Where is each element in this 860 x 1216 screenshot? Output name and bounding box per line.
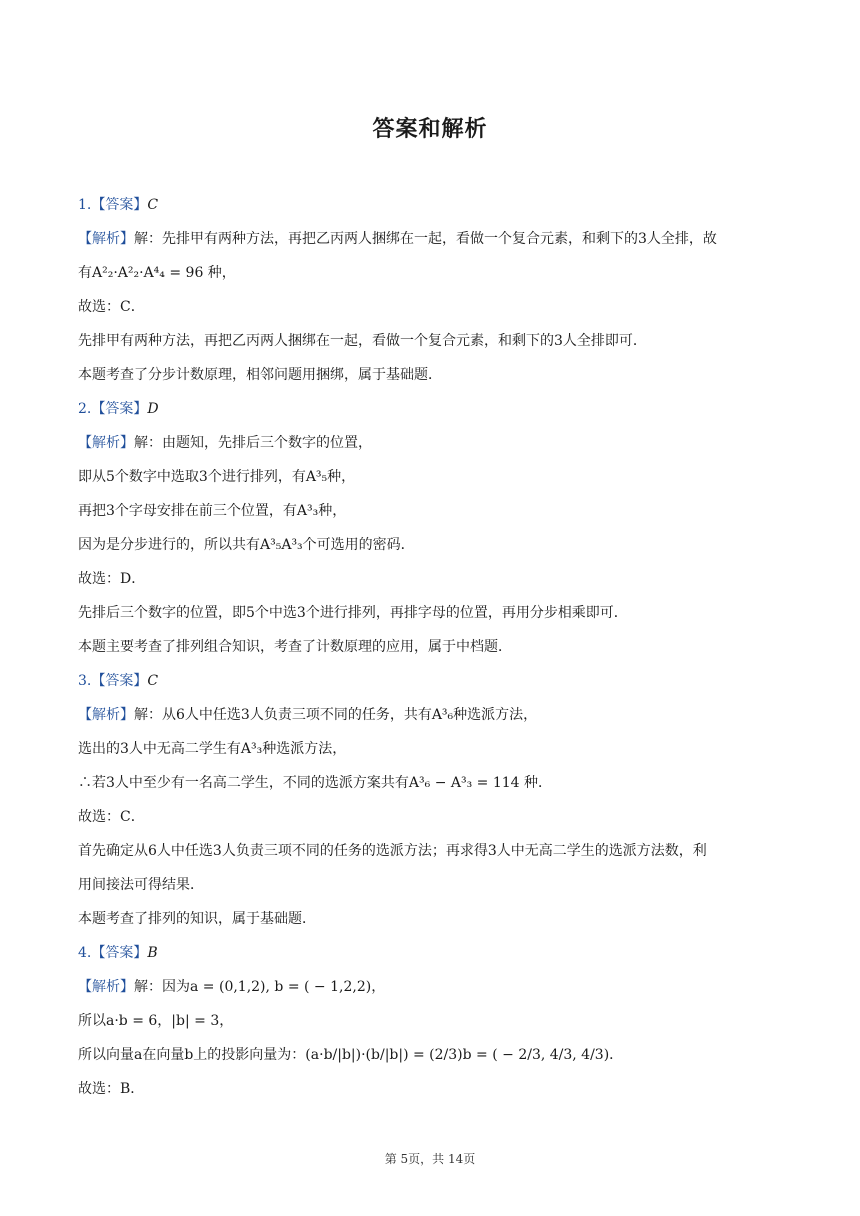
- analysis-text: 有A²₂·A²₂·A⁴₄ = 96 种，: [78, 265, 236, 281]
- analysis-text: 用间接法可得结果．: [78, 877, 204, 893]
- q1-analysis-line-5: [78, 358, 782, 392]
- analysis-text: 解：先排甲有两种方法，再把乙丙两人捆绑在一起，看做一个复合元素，和剩下的3人全排，故: [134, 231, 717, 247]
- q2-analysis-line-5: [78, 562, 782, 596]
- q1-answer-line: [78, 188, 782, 222]
- analysis-text: 解：由题知，先排后三个数字的位置，: [134, 435, 372, 451]
- answer-tag: 【答案】: [91, 197, 148, 213]
- analysis-text: 所以a·b = 6，|b| = 3，: [78, 1013, 234, 1029]
- analysis-text: 本题主要考查了排列组合知识，考查了计数原理的应用，属于中档题．: [78, 639, 512, 655]
- q1-analysis-line-2: [78, 256, 782, 290]
- analysis-text: 首先确定从6人中任选3人负责三项不同的任务的选派方法；再求得3人中无高二学生的选派方法数，利: [78, 843, 707, 859]
- analysis-text: 先排后三个数字的位置，即5个中选3个进行排列，再排字母的位置，再用分步相乘即可．: [78, 605, 628, 621]
- q1-analysis-line-4: [78, 324, 782, 358]
- q2-analysis-line-6: [78, 596, 782, 630]
- question-number: 1.: [78, 197, 92, 213]
- q2-answer-line: [78, 392, 782, 426]
- answers-content: [78, 188, 782, 1106]
- analysis-text: 再把3个字母安排在前三个位置，有A³₃种，: [78, 503, 347, 519]
- answer-value: C: [147, 673, 159, 689]
- answer-value: D: [147, 401, 159, 417]
- q3-analysis-line-1: [78, 698, 782, 732]
- page-title: 答案和解析: [372, 117, 488, 142]
- q3-analysis-line-6: [78, 868, 782, 902]
- page-footer: 第 5页，共 14页: [384, 1152, 476, 1166]
- q4-analysis-line-2: [78, 1004, 782, 1038]
- q3-analysis-line-2: [78, 732, 782, 766]
- analysis-text: 解：因为a = (0,1,2), b = ( − 1,2,2)，: [134, 979, 386, 995]
- analysis-tag: 【解析】: [78, 231, 134, 247]
- analysis-text: 故选：D．: [78, 571, 146, 587]
- analysis-text: 本题考查了分步计数原理，相邻问题用捆绑，属于基础题．: [78, 367, 442, 383]
- analysis-text: 故选：C．: [78, 299, 145, 315]
- q3-analysis-line-3: [78, 766, 782, 800]
- q3-answer-line: [78, 664, 782, 698]
- q4-analysis-line-1: [78, 970, 782, 1004]
- analysis-text: 因为是分步进行的，所以共有A³₅A³₃个可选用的密码．: [78, 537, 415, 553]
- question-number: 4.: [78, 945, 92, 961]
- answer-tag: 【答案】: [91, 673, 148, 689]
- q4-analysis-line-3: [78, 1038, 782, 1072]
- q2-analysis-line-7: [78, 630, 782, 664]
- analysis-text: 所以向量a在向量b上的投影向量为：(a·b/|b|)·(b/|b|) = (2/3)b = ( − 2/3, 4/3, 4/3)．: [78, 1047, 624, 1063]
- answer-value: B: [147, 945, 158, 961]
- q1-analysis-line-3: [78, 290, 782, 324]
- q1-analysis-line-1: [78, 222, 782, 256]
- analysis-text: 选出的3人中无高二学生有A³₃种选派方法，: [78, 741, 347, 757]
- q4-analysis-line-4: [78, 1072, 782, 1106]
- q2-analysis-line-4: [78, 528, 782, 562]
- answer-tag: 【答案】: [91, 945, 148, 961]
- q4-answer-line: [78, 936, 782, 970]
- analysis-text: 故选：B．: [78, 1081, 145, 1097]
- analysis-text: 本题考查了排列的知识，属于基础题．: [78, 911, 316, 927]
- question-number: 2.: [78, 401, 92, 417]
- answer-value: C: [147, 197, 159, 213]
- q2-analysis-line-2: [78, 460, 782, 494]
- q3-analysis-line-5: [78, 834, 782, 868]
- analysis-tag: 【解析】: [78, 707, 134, 723]
- q2-analysis-line-1: [78, 426, 782, 460]
- q3-analysis-line-4: [78, 800, 782, 834]
- analysis-text: 先排甲有两种方法，再把乙丙两人捆绑在一起，看做一个复合元素，和剩下的3人全排即可．: [78, 333, 647, 349]
- q3-analysis-line-7: [78, 902, 782, 936]
- analysis-tag: 【解析】: [78, 435, 134, 451]
- analysis-text: 故选：C．: [78, 809, 145, 825]
- question-number: 3.: [78, 673, 92, 689]
- analysis-tag: 【解析】: [78, 979, 134, 995]
- analysis-text: 解：从6人中任选3人负责三项不同的任务，共有A³₆种选派方法，: [134, 707, 538, 723]
- q2-analysis-line-3: [78, 494, 782, 528]
- analysis-text: ∴若3人中至少有一名高二学生，不同的选派方案共有A³₆ − A³₃ = 114 种．: [78, 775, 553, 791]
- analysis-text: 即从5个数字中选取3个进行排列，有A³₅种，: [78, 469, 356, 485]
- answer-tag: 【答案】: [91, 401, 148, 417]
